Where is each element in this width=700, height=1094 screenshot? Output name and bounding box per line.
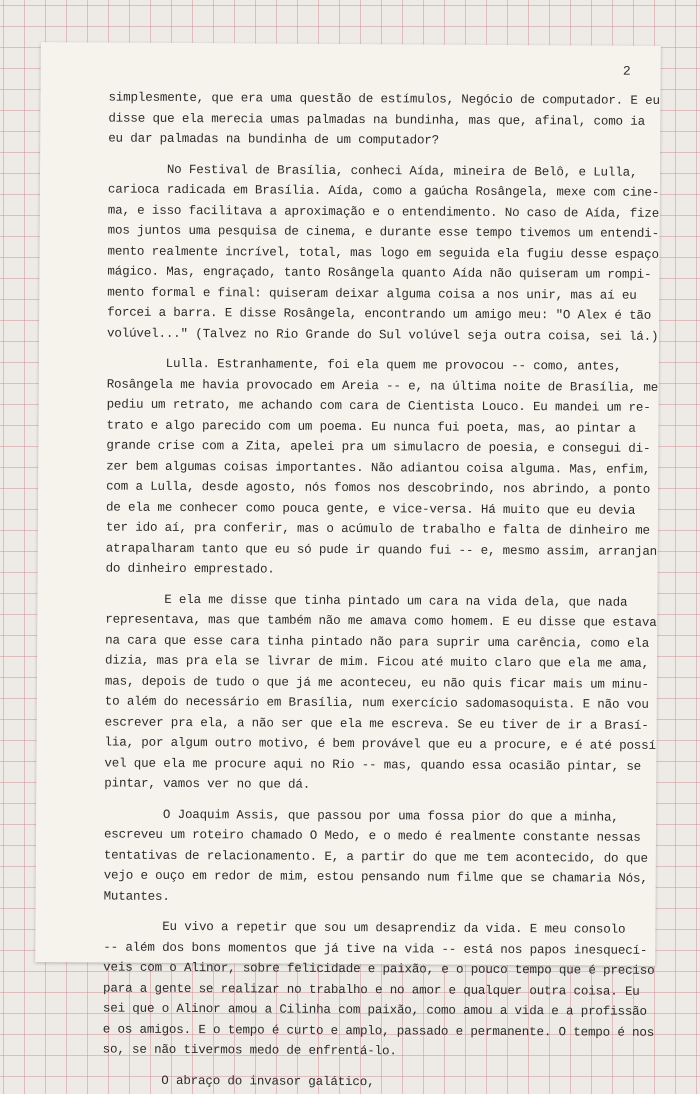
text-line: mos juntos uma pesquisa de cinema, e durante esse tempo tivemos um entendi- — [107, 223, 660, 241]
paragraph — [108, 88, 660, 153]
text-line: vel que ela me procure aqui no Rio -- mas, quando essa ocasião pintar, se — [104, 756, 642, 774]
text-line: to além do necessário em Brasília, num exercício sadomasoquista. E não vou — [104, 694, 649, 712]
text-line: e os amigos. E o tempo é curto e amplo, passado e permanente. O tempo é nos — [102, 1022, 655, 1040]
text-line: Mutantes. — [103, 889, 170, 904]
text-line: com a Lulla, desde agosto, nós fomos nos descobrindo, nos abrindo, a ponto — [106, 479, 651, 497]
text-line: dizia, mas pra ela se livrar de mim. Ficou até muito claro que ela me ama, — [104, 653, 650, 671]
text-line: grande crise com a Zita, apelei pra um simulacro de poesia, e consegui di- — [106, 438, 651, 456]
text-line: zer bem algumas coisas importantes. Não adiantou coisa alguma. Mas, enfim, — [106, 459, 651, 477]
text-line: mágico. Mas, engraçado, tanto Rosângela quanto Aída não quiseram um rompi- — [107, 264, 652, 282]
text-line: lia, por algum outro motivo, é bem provável que eu a procure, e é até possí — [104, 735, 656, 753]
paragraph — [105, 354, 659, 583]
text-line: so, se não tivermos medo de enfrentá-lo. — [102, 1042, 397, 1059]
text-line: sei que o Alinor amou a Cilinha com paixão, como amou a vida e a profissão — [102, 1001, 647, 1019]
text-line: mas, depois de tudo o que já me aconteceu, eu não quis ficar mais um minu- — [104, 674, 649, 692]
text-line: Rosângela me havia provocado em Areia -- e, na última noite de Brasília, me — [106, 377, 659, 395]
text-line: simplesmente, que era uma questão de estímulos, Negócio de computador. E eu — [108, 90, 660, 108]
text-line: carioca radicada em Brasília. Aída, como a gaúcha Rosângela, mexe com cine- — [107, 182, 660, 200]
text-line: pediu um retrato, me achando com cara de Cientista Louco. Eu mandei um re- — [106, 397, 651, 415]
paragraph — [104, 804, 647, 910]
text-line: mento realmente incrível, total, mas logo em seguida ela fugiu desse espaço — [107, 244, 659, 262]
text-line: escrever pra ela, a não ser que ela me escreva. Se eu tiver de ir a Brasí- — [104, 715, 649, 733]
text-line: No Festival de Brasília, conheci Aída, mineira de Belô, e Lulla, — [107, 162, 638, 180]
text-line: O Joaquim Assis, que passou por uma fossa pior do que a minha, — [104, 807, 619, 825]
text-line: mento formal e final: quiseram deixar alguma coisa a nos unir, mas aí eu — [107, 285, 637, 303]
text-line: Lulla. Estranhamente, foi ela quem me provocou -- como, antes, — [106, 356, 622, 374]
text-line: disse que ela merecia umas palmadas na bundinha, mas que, afinal, como ia — [108, 111, 646, 129]
text-line: ma, e isso facilitava a aproximação e o entendimento. No caso de Aída, fize — [107, 203, 660, 221]
text-line: Eu vivo a repetir que sou um desaprendiz da vida. E meu consolo — [103, 919, 626, 937]
text-line: pintar, vamos ver no que dá. — [104, 776, 311, 792]
text-line: vejo e ouço em redor de mim, estou pensando num filme que se chamaria Nós, — [103, 868, 648, 886]
text-line: O abraço do invasor galático, — [102, 1073, 375, 1089]
text-line: -- além dos bons momentos que já tive na vida -- está nos papos inesquecí- — [103, 940, 648, 958]
text-line: veis com o Alinor, sobre felicidade e paixão, e o pouco tempo que é preciso — [103, 960, 655, 978]
text-line: na cara que esse cara tinha pintado não para suprir uma carência, como ela — [105, 633, 650, 651]
page-number: 2 — [622, 63, 631, 79]
text-line: trato e algo parecido com um poema. Eu nunca fui poeta, mas, ao pintar a — [106, 418, 636, 436]
paragraph — [102, 917, 655, 1064]
text-line: atrapalharam tanto que eu só pude ir quando fui -- e, mesmo assim, arranjan — [105, 541, 658, 559]
text-line: do dinheiro emprestado. — [105, 561, 275, 577]
text-line: volúvel..." (Talvez no Rio Grande do Sul volúvel seja outra coisa, sei lá.) — [106, 326, 659, 344]
paragraph — [106, 159, 660, 347]
typewritten-page — [35, 42, 661, 1089]
text-line: forcei a barra. E disse Rosângela, encontrando um amigo meu: "O Alex é tão — [107, 305, 652, 323]
text-line: de ela me conhecer como pouca gente, e vice-versa. Há muito que eu devia — [105, 500, 636, 518]
text-line: ter ido aí, pra conferir, mas o acúmulo de trabalho e falta de dinheiro me — [105, 520, 650, 538]
text-line: eu dar palmadas na bundinha de um computador? — [108, 131, 440, 148]
text-line: para a gente se realizar no trabalho e no amor e qualquer outra coisa. Eu — [102, 981, 640, 999]
letter-body — [102, 88, 660, 1094]
text-line: tentativas de relacionamento. E, a partir do que me tem acontecido, do que — [103, 848, 648, 866]
text-line: representava, mas que também não me amava como homem. E eu disse que estava — [105, 612, 657, 630]
paragraph — [104, 589, 657, 797]
text-line: E ela me disse que tinha pintado um cara na vida dela, que nada — [105, 592, 628, 610]
text-line: escreveu um roteiro chamado O Medo, e o medo é realmente constante nessas — [103, 827, 641, 845]
paragraph — [102, 1070, 644, 1094]
